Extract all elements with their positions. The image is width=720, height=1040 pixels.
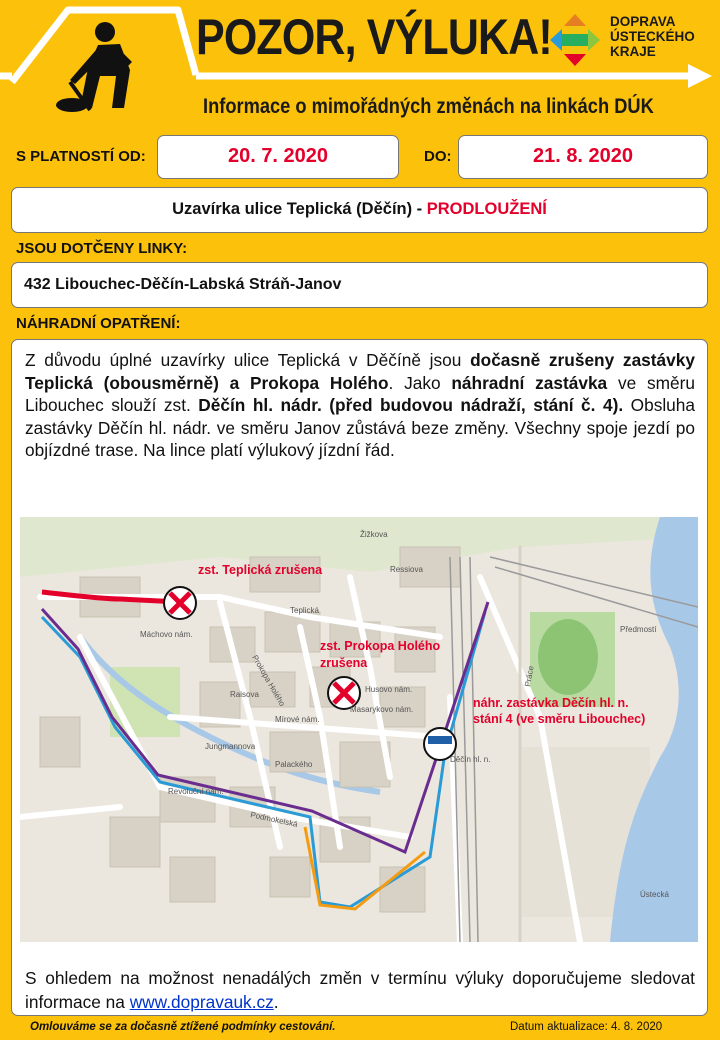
duk-logo-icon xyxy=(550,14,600,66)
page-subtitle: Informace o mimořádných změnách na linkách DÚK xyxy=(203,95,654,118)
apology-note: Omlouváme se za dočasně ztížené podmínky cestování. xyxy=(30,1021,336,1033)
affected-line: 432 Libouchec-Děčín-Labská Stráň-Janov xyxy=(11,262,708,308)
svg-text:Husovo nám.: Husovo nám. xyxy=(365,685,413,694)
page-title: POZOR, VÝLUKA! xyxy=(196,9,552,65)
svg-text:Mírové nám.: Mírové nám. xyxy=(275,715,320,724)
roadwork-icon xyxy=(56,22,132,112)
map-label-repl2: stání 4 (ve směru Libouchec) xyxy=(473,712,646,726)
map-label-stop1: zst. Teplická zrušena xyxy=(198,563,323,577)
valid-to-value: 21. 8. 2020 xyxy=(458,135,708,179)
map-label-repl1: náhr. zastávka Děčín hl. n. xyxy=(473,696,629,710)
logo-text: DOPRAVA ÚSTECKÉHO KRAJE xyxy=(610,14,695,59)
svg-text:Raisova: Raisova xyxy=(230,690,259,699)
svg-text:Palackého: Palackého xyxy=(275,760,313,769)
svg-text:Děčín hl. n.: Děčín hl. n. xyxy=(450,755,491,764)
svg-text:Ressiova: Ressiova xyxy=(390,565,423,574)
svg-text:Prokopa Holého: Prokopa Holého xyxy=(250,653,287,708)
footer-text: S ohledem na možnost nenadálých změn v termínu výluky doporučujeme sledovat informace na www.dopravauk.cz. xyxy=(25,968,695,1012)
map-label-stop2b: zrušena xyxy=(320,656,368,670)
svg-text:Masarykovo nám.: Masarykovo nám. xyxy=(350,705,414,714)
detour-map xyxy=(20,517,698,942)
valid-from-label: S PLATNOSTÍ OD: xyxy=(16,148,146,165)
svg-text:Revoluční nám.: Revoluční nám. xyxy=(168,787,224,796)
measures-label: NÁHRADNÍ OPATŘENÍ: xyxy=(16,315,181,332)
measures-text: Z důvodu úplné uzavírky ulice Teplická v Děčíně jsou dočasně zrušeny zastávky Teplická (obousměrně) a Prokopa Holého. Jako náhradní zastávka ve směru Libouchec slouží zst. Děčín hl. nádr. (před budovou nádraží, stání č. 4). Obsluha zastávky Děčín hl. nádr. ve směru Janov zůstává beze změny. Všechny spoje jezdí po objízdné trase. Na lince platí výlukový jízdní řád. xyxy=(25,350,696,460)
svg-text:Jungmannova: Jungmannova xyxy=(205,742,256,751)
update-date: Datum aktualizace: 4. 8. 2020 xyxy=(510,1021,663,1033)
svg-text:Teplická: Teplická xyxy=(290,606,319,615)
svg-text:Předmostí: Předmostí xyxy=(620,625,657,634)
svg-text:Ústecká: Ústecká xyxy=(640,890,669,899)
svg-text:Podmokelská: Podmokelská xyxy=(249,810,299,829)
closure-banner: Uzavírka ulice Teplická (Děčín) - PRODLOUŽENÍ xyxy=(11,187,708,233)
valid-from-value: 20. 7. 2020 xyxy=(157,135,399,179)
affected-lines-label: JSOU DOTČENY LINKY: xyxy=(16,240,188,257)
map-label-stop2a: zst. Prokopa Holého xyxy=(320,639,441,653)
cancelled-stop-teplicka-icon xyxy=(164,587,196,619)
map-svg xyxy=(20,517,698,942)
svg-text:Práce: Práce xyxy=(523,665,536,688)
valid-to-label: DO: xyxy=(424,148,452,165)
website-link[interactable]: www.dopravauk.cz xyxy=(129,992,274,1012)
svg-text:Žižkova: Žižkova xyxy=(360,530,388,539)
svg-text:Máchovo nám.: Máchovo nám. xyxy=(140,630,193,639)
